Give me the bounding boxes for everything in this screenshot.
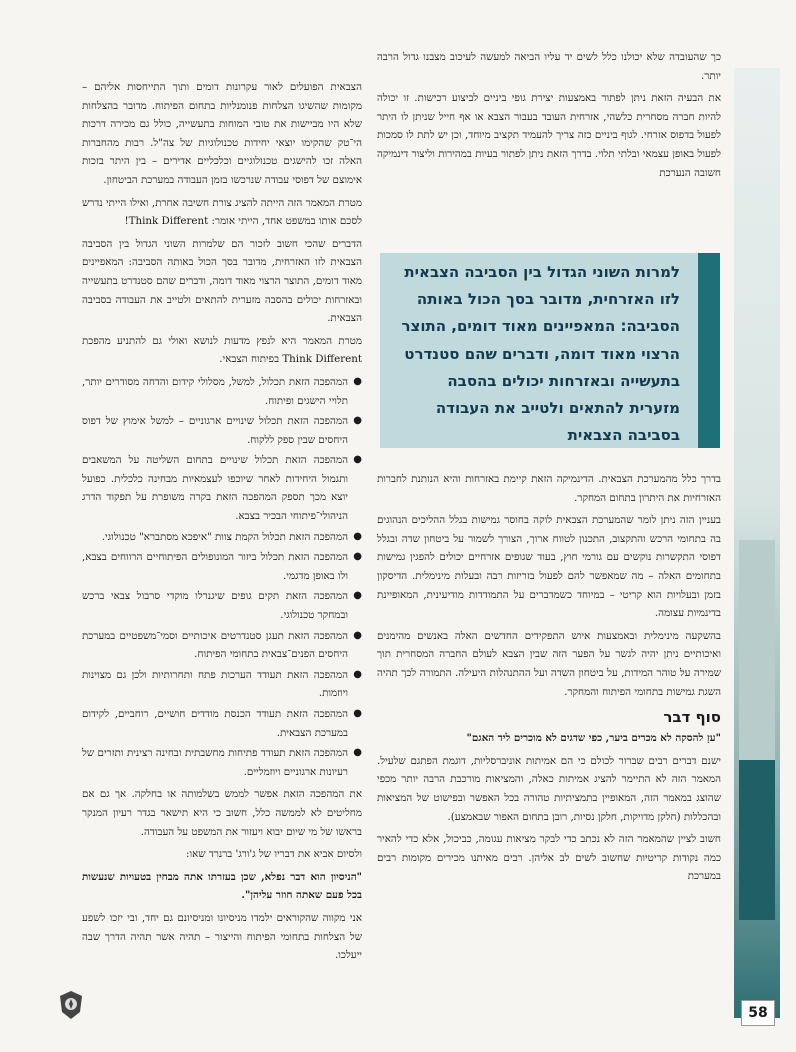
paragraph: מטרת המאמר הזה הייתה להציג צורת חשיבה אחרת, ואילו הייתי נדרש לסכם אותו במשפט אחד, הייתי אומר: Think Different! [82,196,362,228]
side-band-dark [739,760,775,920]
pull-quote-text: למרות השוני הגדול בין הסביבה הצבאית לזו האזרחית, מדובר בסך הכול באותה הסביבה: המאפיינים מאוד דומים, התוצר הרצוי מאוד דומה, ודברים שהם סטנדרט בתעשייה ובאזרחות יכולים בהסבה מזערית להתאים ולטייב את העבודה בסביבה הצבאית [401,263,680,445]
paragraph: ישנם דברים רבים שברור לכולם כי הם אמיתות אוניברסליות, דוגמת הפתגם שלעיל. המאמר הזה לא התיימר להציג אמיתות כאלה, והמציאות מורכבת הרבה יותר מכפי שהוצג במאמר הזה, המאופיין בתמציתיות טהורה בכל האפשר ובפישוט של המציאות ובהכללות (חלקן מדויקות, חלקן נסיות, רובן בתחום האפור שבאמצע). [377,754,721,823]
paragraph: חשוב לציין שהמאמר הזה לא נכתב כדי לבקר מציאות עגומה, כביכול, אלא כדי להאיר כמה נקודות קריטיות שחשוב לשים לב אליהן. רבים מאיתנו מכירים מקומות רבים במערכת [377,833,721,883]
paragraph: את המהפכה הזאת אפשר לממש בשלמותה או בחלקה. אך גם אם מחליטים לא לממשה כלל, חשוב כי היא תישאר בגדר רעיון המנקר בראשו של מי שיום יבוא ויעזור את המשפט על העבודה. [82,788,362,838]
paragraph: ולסיום אביא את דבריו של ג'ורג' ברנרד שאו: [186,848,362,861]
bullet-item: ● המהפכה הזאת תכלול שינויים בתחום השליטה על המשאבים ותגמול היחידות לאחר שיוכפו לעצמאיות מבחינה כלכלית. כפועל יוצא מכך תספק המהפכה הזאת בקרה משופרת על תפקוד הדרג הניהולי־פיתוחי הבכיר בצבא. [82,451,362,525]
bullet-item: ● המהפכה הזאת תעודד הכנסת מודדים חושיים, רוחביים, לקידום במערכת הצבאית. [82,705,362,742]
right-column-bottom [377,470,721,890]
bullet-list [82,373,362,781]
right-column-top [377,48,721,186]
bullet-item: ● המהפכה הזאת תעודד פתיחות מחשבתית ובחינה רצינית ותזרים של רעיונות ארגוניים ויוזמליים. [82,744,362,781]
paragraph: הצבאית הפועלים לאור עקרונות דומים ותוך התייחסות אליהם – מקומות שהשיגו הצלחות פנומנליות בתחום הפיתוח. מדובר בהצלחות שלא היו מביישות את טובי המוחות בתעשייה, כולל גם מכירה דרכות הי־טק שהקימו יוצאי יחידות טכנולוגיות של צה"ל. רבות מהחברות האלה זכו להישגים טכנולוגיים וכלכליים אדירים – בין היתר בזכות אימוצם של דפוסי עבודה שנרכשו בזמן העבודה במערכת הביטחון. [82,81,362,186]
paragraph: בעניין הזה ניתן לומר שהמערכת הצבאית לוקה בחוסר גמישות בגלל ההליכים הנהוגים בה בתחומי הרכש והתקצוב, התכנון לטווח ארוך, הצורך לשמור על ביטחון שדה ובגלל דפוסי התקשרות נוקשים עם גורמי חוץ, בעוד שגופים אזרחיים יכולים להפגין גמישות בתחומים האלה – מה שמאפשר להם לפעול בזריזות רבה ובעלות מינימלית. הדיסקון בזמן ובעלויות הוא קריטי – במיוחד כשמדברים על התמודדות מודיעינית, המאופיינת בדינמיות עצומה. [377,514,721,620]
page-number: 58 [741,1000,775,1026]
bullet-item: ● המהפכה הזאת תעגן סטנדרטים איכותיים וסמי־משפטיים במערכת היחסים הפנים־צבאית בתחומי הפיתוח. [82,627,362,664]
paragraph: אני מקווה שהקוראים ילמדו מניסיונו ומניסיונם גם יחד, ובי יזכו לשפע של הצלחות בתחומי הפיתוח והייצור – תהיה אשר תהיה הדרך שבה ייעלכו. [82,911,362,962]
paragraph: הדברים שהכי חשוב לזכור הם שלמרות השוני הגדול בין הסביבה הצבאית לזו האזרחית, מדובר בסך הכול באותה הסביבה: המאפיינים מאוד דומים, התוצר הרצוי מאוד דומה, ודברים שהם סטנדרט בתעשייה ובאזרחות יכולים בהסבה מזערית להתאים ולטייב את העבודה בסביבה הצבאית. [82,237,362,325]
bullet-item: ● המהפכה הזאת תכלול ביזור המונופולים הפיתוחיים הרווחים בצבא, ולו באופן מדגמי. [82,548,362,585]
lead-quote: "עזָ להסקה לא מכרים ביער, כפי שדגים לא מוכרים ליד האגם" [466,732,721,745]
paragraph: מטרת המאמר היא לנפץ מדעות לנושא ואולי גם להתניע מהפכת Think Different בפיתוח הצבאי. [82,334,362,366]
paragraph: בדרך כלל מהמערכת הצבאית. הדינמיקה הזאת קיימת באזרחות והיא הנותנת לחברות האזרחיות את היתרון בתחום המחקר. [377,473,721,504]
pull-quote-bar [698,253,720,448]
closing-quote: "הניסיון הוא דבר נפלא, שכן בעזרתו אתה מבחין בטעויות שנעשות בכל פעם שאתה חוזר עליהן". [82,870,362,902]
bullet-item: ● המהפכה הזאת תכלול שינויים ארגוניים – למשל אימוץ של דפוס היחסים שבין ספק ללקוח. [82,412,362,449]
left-column [82,78,362,969]
bullet-item: ● המהפכה הזאת תקים גופים שיגנרלו מוקדי סרבול צבאי ברכש ובמחקר טכנולוגי. [82,587,362,624]
bullet-item: ● המהפכה הזאת תכלול הקמת צוות "איפכא מסתברא" טכנולוגי. [82,528,362,547]
section-title: סוף דבר [663,708,721,727]
paragraph: את הבעיה הזאת ניתן לפתור באמצעות יצירת גופי ביניים לביצוע רכישות. זו יכולה להיות חברה מסחרית כלשהי, אזרחית העובד בעבור הצבא או אף חייל שניתן לו היתר לפעול בדפוס אזרחי. לגוף ביניים כזה צריך להעמיד תקציב מיוחד, וכן יש לתת לו סמכות לפעול באופן עצמאי ובלתי תלוי. בדרך הזאת ניתן לפתור בעיות במהירות וליצור דינמיקה חשובה הנערכת [377,92,721,179]
paragraph: בהשקעה מינימלית ובאמצעות איוש התפקידים החדשים האלה באנשים מהימנים ואיכותיים ניתן יהיה לגשר על הפער הזה שבין הצבא לעולם החברה המסחרית תוך שמירה על טוהר המידות, על ביטחון השדה ועל ההתנהלות היעילה. התמורה לכך תהיה השגת גמישות בתחומי הפיתוח והמחקר. [377,629,721,698]
paragraph: כך שהעובדה שלא יכולנו כלל לשים יד עליו הביאה למעשה לעיכוב מצבנו גדול הרבה יותר. [377,51,721,82]
bullet-item: ● המהפכה הזאת תעודד הערכות פתח ותחרותיות ולכן גם מצוינות ויוזמות. [82,666,362,703]
bullet-item: ● המהפכה הזאת תכלול, למשל, מסלולי קידום והדחה מסודרים יותר, תלויי הישגים ופיתוח. [82,373,362,410]
emblem-icon [58,990,84,1020]
pull-quote [380,253,720,448]
